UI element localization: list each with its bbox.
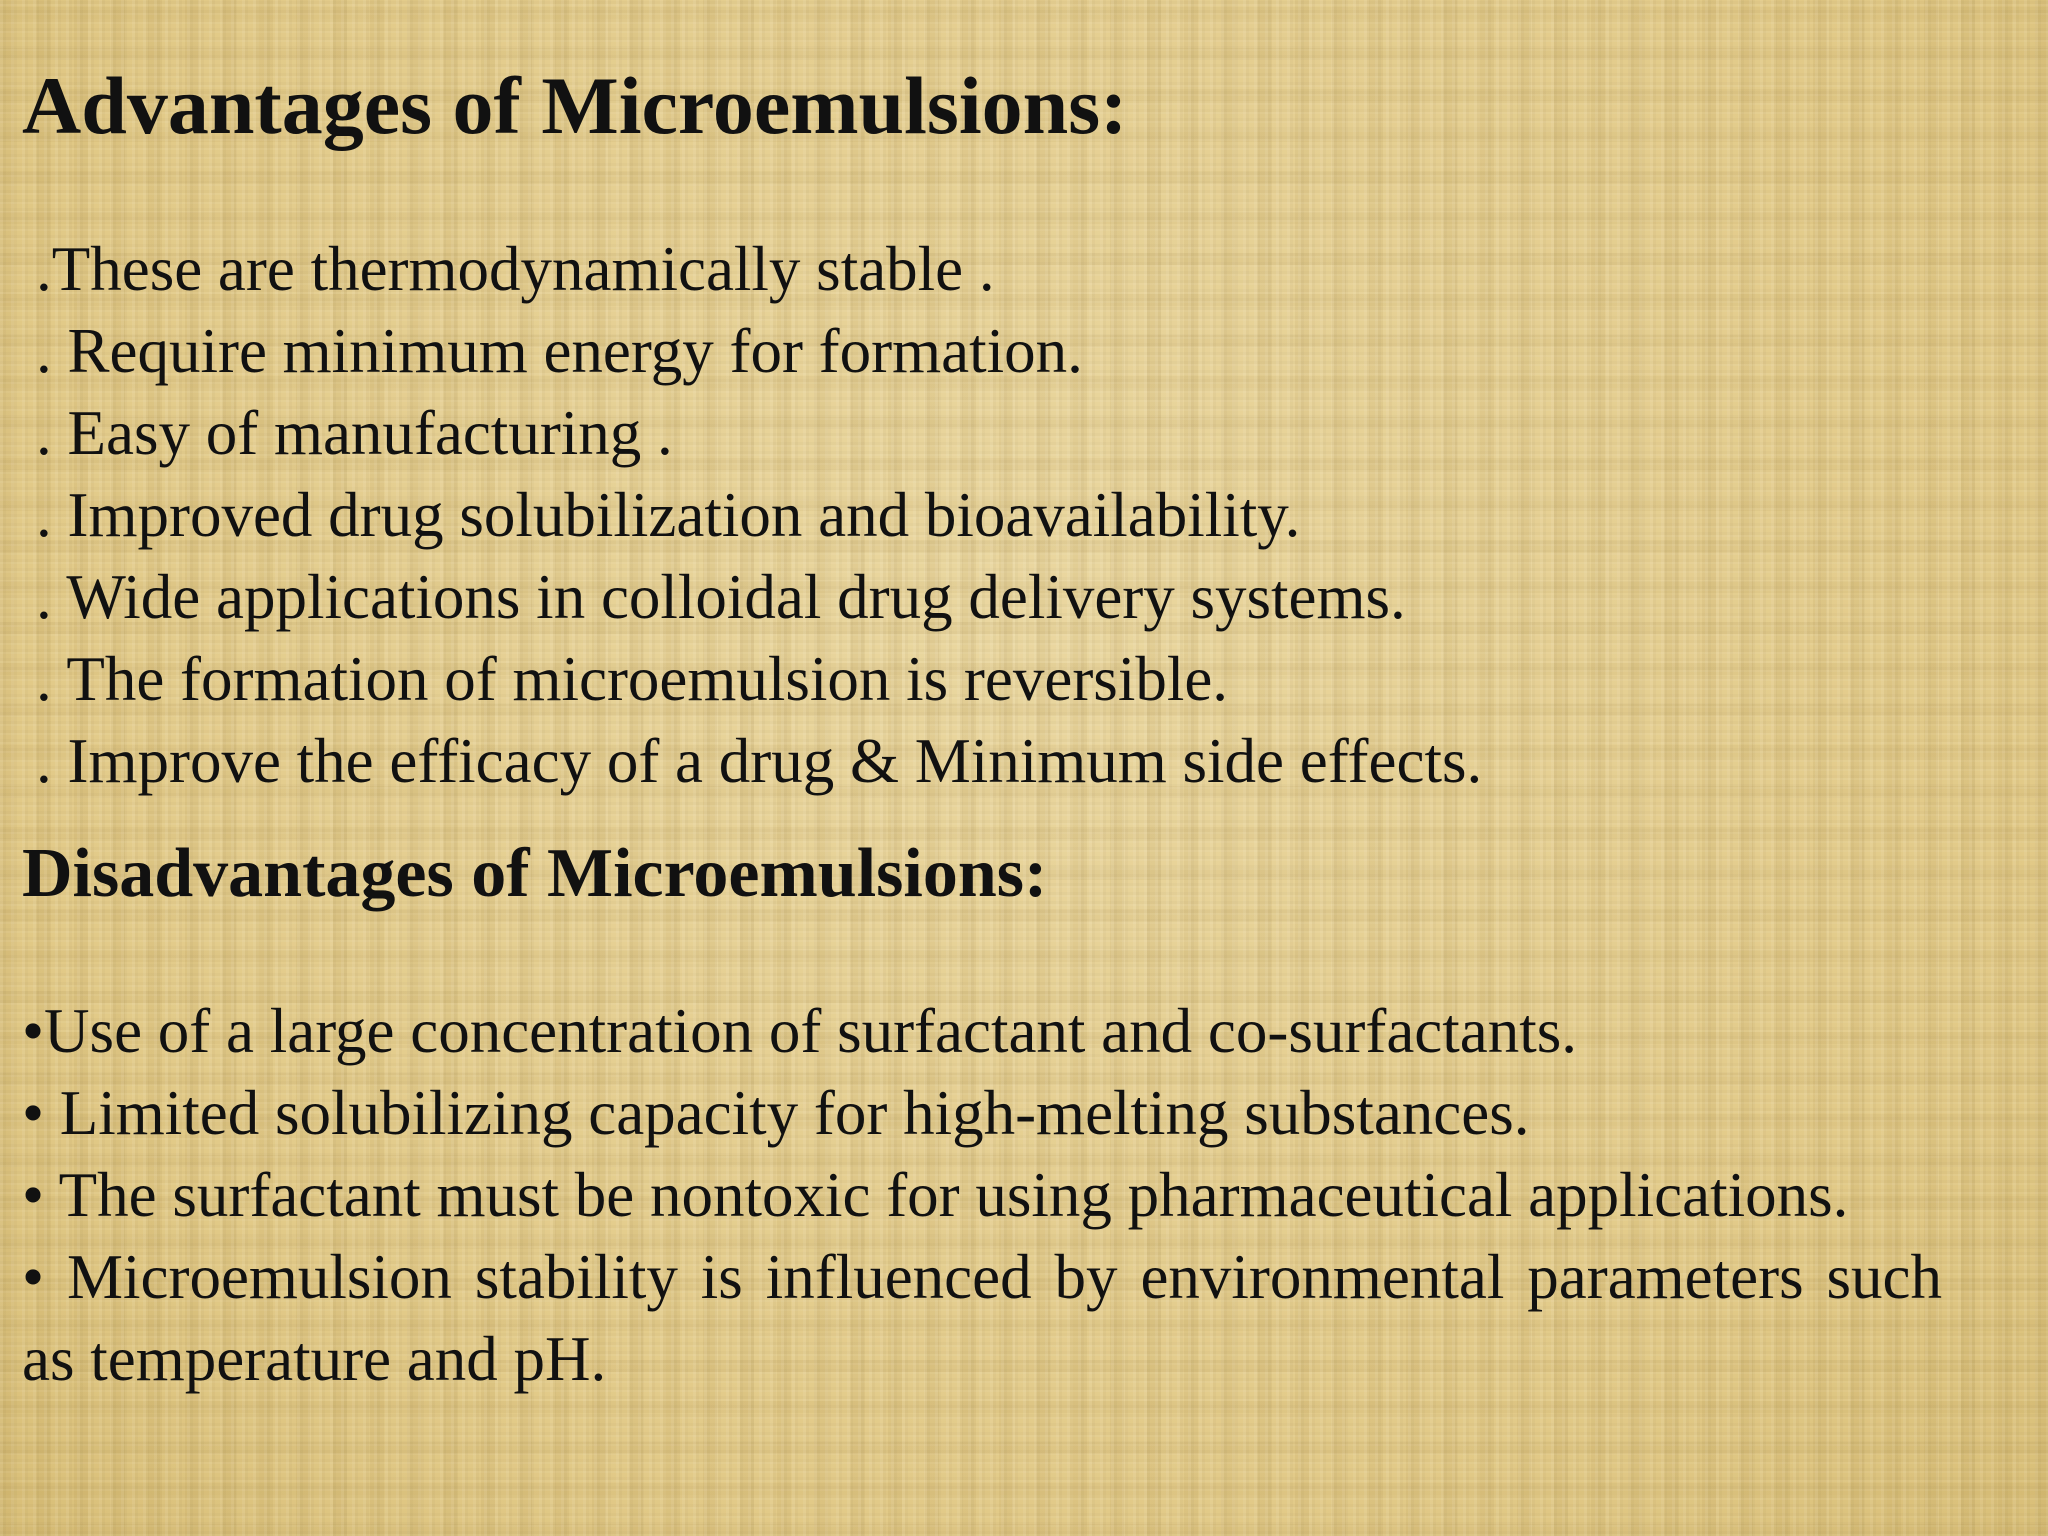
disadvantage-item: •Use of a large concentration of surfactant and co-surfactants.: [22, 996, 1577, 1066]
advantage-item: . Easy of manufacturing .: [36, 398, 673, 468]
advantage-item: . Improve the efficacy of a drug & Minimum side effects.: [36, 726, 1483, 796]
advantages-heading: Advantages of Microemulsions:: [22, 60, 1128, 151]
disadvantages-list: [22, 990, 1942, 1400]
disadvantage-item: • Microemulsion stability is influenced by environmental parameters such as temperature and pH.: [22, 1242, 1942, 1394]
advantage-item: . Wide applications in colloidal drug delivery systems.: [36, 562, 1406, 632]
advantage-item: . Require minimum energy for formation.: [36, 316, 1083, 386]
advantage-item: . Improved drug solubilization and bioavailability.: [36, 480, 1301, 550]
disadvantages-heading: Disadvantages of Microemulsions:: [22, 835, 1048, 912]
disadvantage-item: • The surfactant must be nontoxic for using pharmaceutical applications.: [22, 1160, 1849, 1230]
advantage-item: . The formation of microemulsion is reversible.: [36, 644, 1229, 714]
disadvantage-item: • Limited solubilizing capacity for high-melting substances.: [22, 1078, 1530, 1148]
advantages-list: [36, 228, 1936, 802]
advantage-item: .These are thermodynamically stable .: [36, 234, 995, 304]
